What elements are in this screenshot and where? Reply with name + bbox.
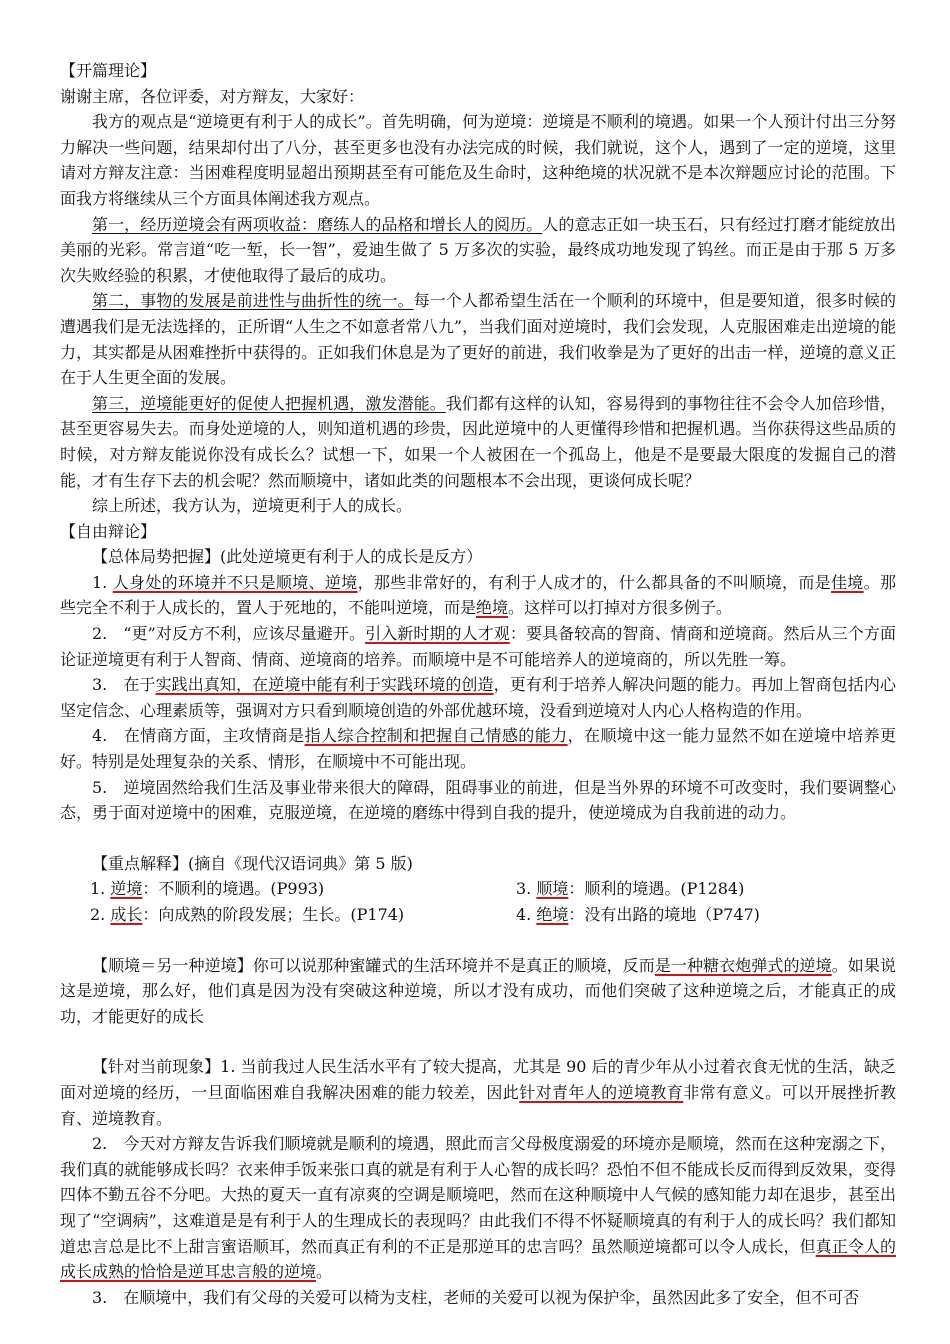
argument-1-body: 人的意志正如一块玉石，只有经过打磨才能绽放出美丽的光彩。常言道“吃一堑，长一智”，爱迪生做了 5 万多次的实验，最终成功地发现了钨丝。而正是由于那 5 万多次失败经验的积累，才使他取得了最后的成功。 <box>60 214 896 285</box>
item-text: 逆境固然给我们生活及事业带来很大的障碍，阻碍事业的前进，但是当外界的环境不可改变时，我们要调整心态，勇于面对逆境中的困难，克服逆境，在逆境的磨练中得到自我的提升，使逆境成为自我前进的动力。 <box>60 777 896 823</box>
argument-1-heading: 第一，经历逆境会有两项收益：磨练人的品格和增长人的阅历。 <box>92 214 543 234</box>
paragraph-text: 。如果说这是逆境，那么好，他们真是因为没有突破这种逆境，所以才没有成功，而他们突破了这种逆境之后，才能真正的成功，才能更好的成长 <box>60 955 896 1026</box>
free-debate-heading: 【自由辩论】 <box>60 521 157 541</box>
item-number: 2. <box>92 624 108 644</box>
argument-3-body: 我们都有这样的认知，容易得到的事物往往不会令人加倍珍惜，甚至更容易失去。而身处逆境的人，则知道机遇的珍贵，因此逆境中的人更懂得珍惜和把握机遇。当你获得这些品质的时候，对方辩友能说你没有成长么？试想一下，如果一个人被困在一个孤岛上，他是不是要最大限度的发掘自己的潜能，才有生存下去的机会呢？然而顺境中，诸如此类的问题根本不会出现，更谈何成长呢？ <box>60 393 896 490</box>
item-text: ：要具备较高的智商、情商和逆境商。然后从三个方面论证逆境更有利于人智商、情商、逆境商的培养。而顺境中是不可能培养人的逆境商的，所以先胜一筹。 <box>60 624 896 669</box>
definition-text: ：不顺利的境遇。(P993) <box>142 879 325 899</box>
debate-item-2 <box>60 621 896 672</box>
item-text: 。那些完全不利于人成长的，置人于死地的，不能叫逆境，而是 <box>60 572 896 618</box>
greeting: 谢谢主席，各位评委，对方辩友，大家好： <box>60 86 365 106</box>
debate-item-4 <box>60 723 896 774</box>
argument-1 <box>60 212 896 289</box>
item-number: 2. <box>92 1134 108 1154</box>
overall-situation: 【总体局势把握】(此处逆境更有利于人的成长是反方） <box>92 547 483 567</box>
definition-text: ：顺利的境遇。(P1284) <box>568 879 745 899</box>
highlight-text: 针对青年人的逆境教育 <box>519 1082 684 1102</box>
debate-item-5 <box>60 775 896 826</box>
highlight-text: 绝境 <box>476 598 509 618</box>
definition-term: 顺境 <box>536 879 569 899</box>
highlight-text: 人身处的环境并不只是顺境、逆境 <box>112 572 358 592</box>
shunjing-paragraph <box>60 953 896 1030</box>
paragraph-text: 。 <box>316 1262 333 1282</box>
argument-3-heading: 第三，逆境能更好的促使人把握机遇，激发潜能。 <box>92 393 446 413</box>
highlight-text: 引入新时期的人才观 <box>365 624 510 644</box>
opening-conclusion: 综上所述，我方认为，逆境更利于人的成长。 <box>92 496 413 516</box>
highlight-text: 是一种糖衣炮弹式的逆境 <box>654 955 832 975</box>
argument-2 <box>60 288 896 390</box>
item-number: 3. <box>92 675 108 695</box>
definition-term: 成长 <box>110 905 143 924</box>
opening-heading: 【开篇理论】 <box>60 61 157 80</box>
item-number: 4. <box>92 726 108 746</box>
debate-item-3 <box>60 672 896 723</box>
definition-text: ：没有出路的境地（P747) <box>568 905 760 924</box>
item-text: 。这样可以打掉对方很多例子。 <box>508 598 733 618</box>
definitions-heading: 【重点解释】(摘自《现代汉语词典》第 5 版) <box>92 853 413 873</box>
spacer <box>60 826 896 851</box>
document-page <box>60 58 896 1310</box>
paragraph-text: 非常有意义。可以开展挫折教育、逆境教育。 <box>60 1082 896 1128</box>
paragraph-text: 【顺境＝另一种逆境】你可以说那种蜜罐式的生活环境并不是真正的顺境，反而 <box>92 955 655 975</box>
opening-intro: 我方的观点是“逆境更有利于人的成长”。首先明确，何为逆境：逆境是不顺利的境遇。如果一个人预计付出三分努力解决一些问题，结果却付出了八分，甚至更多也没有办法完成的时候，我们就说，这个人，遇到了一定的逆境，这里请对方辩友注意：当困难程度明显超出预期甚至有可能危及生命时，这种绝境的状况就不是本次辩题应讨论的范围。下面我方将继续从三个方面具体阐述我方观点。 <box>60 112 896 208</box>
item-number: 5. <box>92 777 108 797</box>
item-text: 在于 <box>123 675 156 695</box>
argument-3 <box>60 391 896 493</box>
definition-term: 逆境 <box>110 879 143 899</box>
paragraph-text: 【针对当前现象】1. 当前我过人民生活水平有了较大提高，尤其是 90 后的青少年从小过着衣食无忧的生活，缺乏面对逆境的经历，一旦面临困难自我解决困难的能力较差，因此 <box>60 1057 896 1102</box>
highlight-text: 佳境 <box>830 572 864 592</box>
item-text: ，那些非常好的，有利于人成才的，什么都具备的不叫顺境，而是 <box>357 572 831 592</box>
argument-2-heading: 第二，事物的发展是前进性与曲折性的统一。 <box>92 291 414 311</box>
item-number: 3. <box>516 879 532 899</box>
item-text: ，更有利于培养人解决问题的能力。再加上智商包括内心坚定信念、心理素质等，强调对方只看到顺境创造的外部优越环境，没看到逆境对人内心人格构造的作用。 <box>60 675 896 720</box>
definition-item <box>516 902 926 928</box>
definitions-list <box>60 876 896 927</box>
highlight-text: 真正令人的成长成熟的恰恰是逆耳忠言般的逆境 <box>60 1236 896 1282</box>
definition-text: ：向成熟的阶段发展；生长。(P174) <box>142 905 405 924</box>
definition-term: 绝境 <box>536 905 569 924</box>
definition-item <box>90 876 500 902</box>
item-number: 1. <box>90 879 106 899</box>
paragraph-text: 在顺境中，我们有父母的关爱可以椅为支柱，老师的关爱可以视为保护伞，虽然因此多了安全，但不可否 <box>123 1287 860 1307</box>
item-number: 3. <box>92 1287 108 1307</box>
spacer <box>60 1029 896 1054</box>
item-number: 2. <box>90 905 106 924</box>
item-text: 在情商方面，主攻情商是 <box>123 726 305 746</box>
debate-item-1 <box>60 570 896 621</box>
definition-item <box>516 876 926 902</box>
current-phenomenon-3 <box>60 1285 896 1311</box>
current-phenomenon-1 <box>60 1054 896 1131</box>
item-number: 4. <box>516 905 532 924</box>
highlight-text: 实践出真知，在逆境中能有利于实践环境的创造 <box>155 675 494 695</box>
paragraph-text: 今天对方辩友告诉我们顺境就是顺利的境遇，照此而言父母极度溺爱的环境亦是顺境，然而在这种宠溺之下，我们真的就能够成长吗？衣来伸手饭来张口真的就是有利于人心智的成长吗？恐怕不但不能成长反而得到反效果，变得四体不勤五谷不分吧。大热的夏天一直有凉爽的空调是顺境吧，然而在这种顺境中人气候的感知能力却在退步，甚至出现了“空调病”，这难道是是有利于人的生理成长的表现吗？由此我们不得不怀疑顺境真的有利于人的成长吗？我们都知道忠言总是比不上甜言蜜语顺耳，然而真正有利的不正是那逆耳的忠言吗？虽然顺逆境都可以令人成长，但 <box>60 1134 896 1256</box>
definition-item <box>90 902 500 928</box>
current-phenomenon-2 <box>60 1131 896 1285</box>
item-number: 1. <box>92 572 108 592</box>
spacer <box>60 928 896 953</box>
highlight-text: 指人综合控制和把握自己情感的能力 <box>304 726 568 746</box>
item-text: “更”对反方不利，应该尽量避开。 <box>123 624 366 644</box>
argument-2-body: 每一个人都希望生活在一个顺利的环境中，但是要知道，很多时候的遭遇我们是无法选择的，正所谓“人生之不如意者常八九”，当我们面对逆境时，我们会发现，人克服困难走出逆境的能力，其实都是从困难挫折中获得的。正如我们休息是为了更好的前进，我们收拳是为了更好的出击一样，逆境的意义正在于人生更全面的发展。 <box>60 291 896 388</box>
item-text: ，在顺境中这一能力显然不如在逆境中培养更好。特别是处理复杂的关系、情形，在顺境中不可能出现。 <box>60 726 896 772</box>
